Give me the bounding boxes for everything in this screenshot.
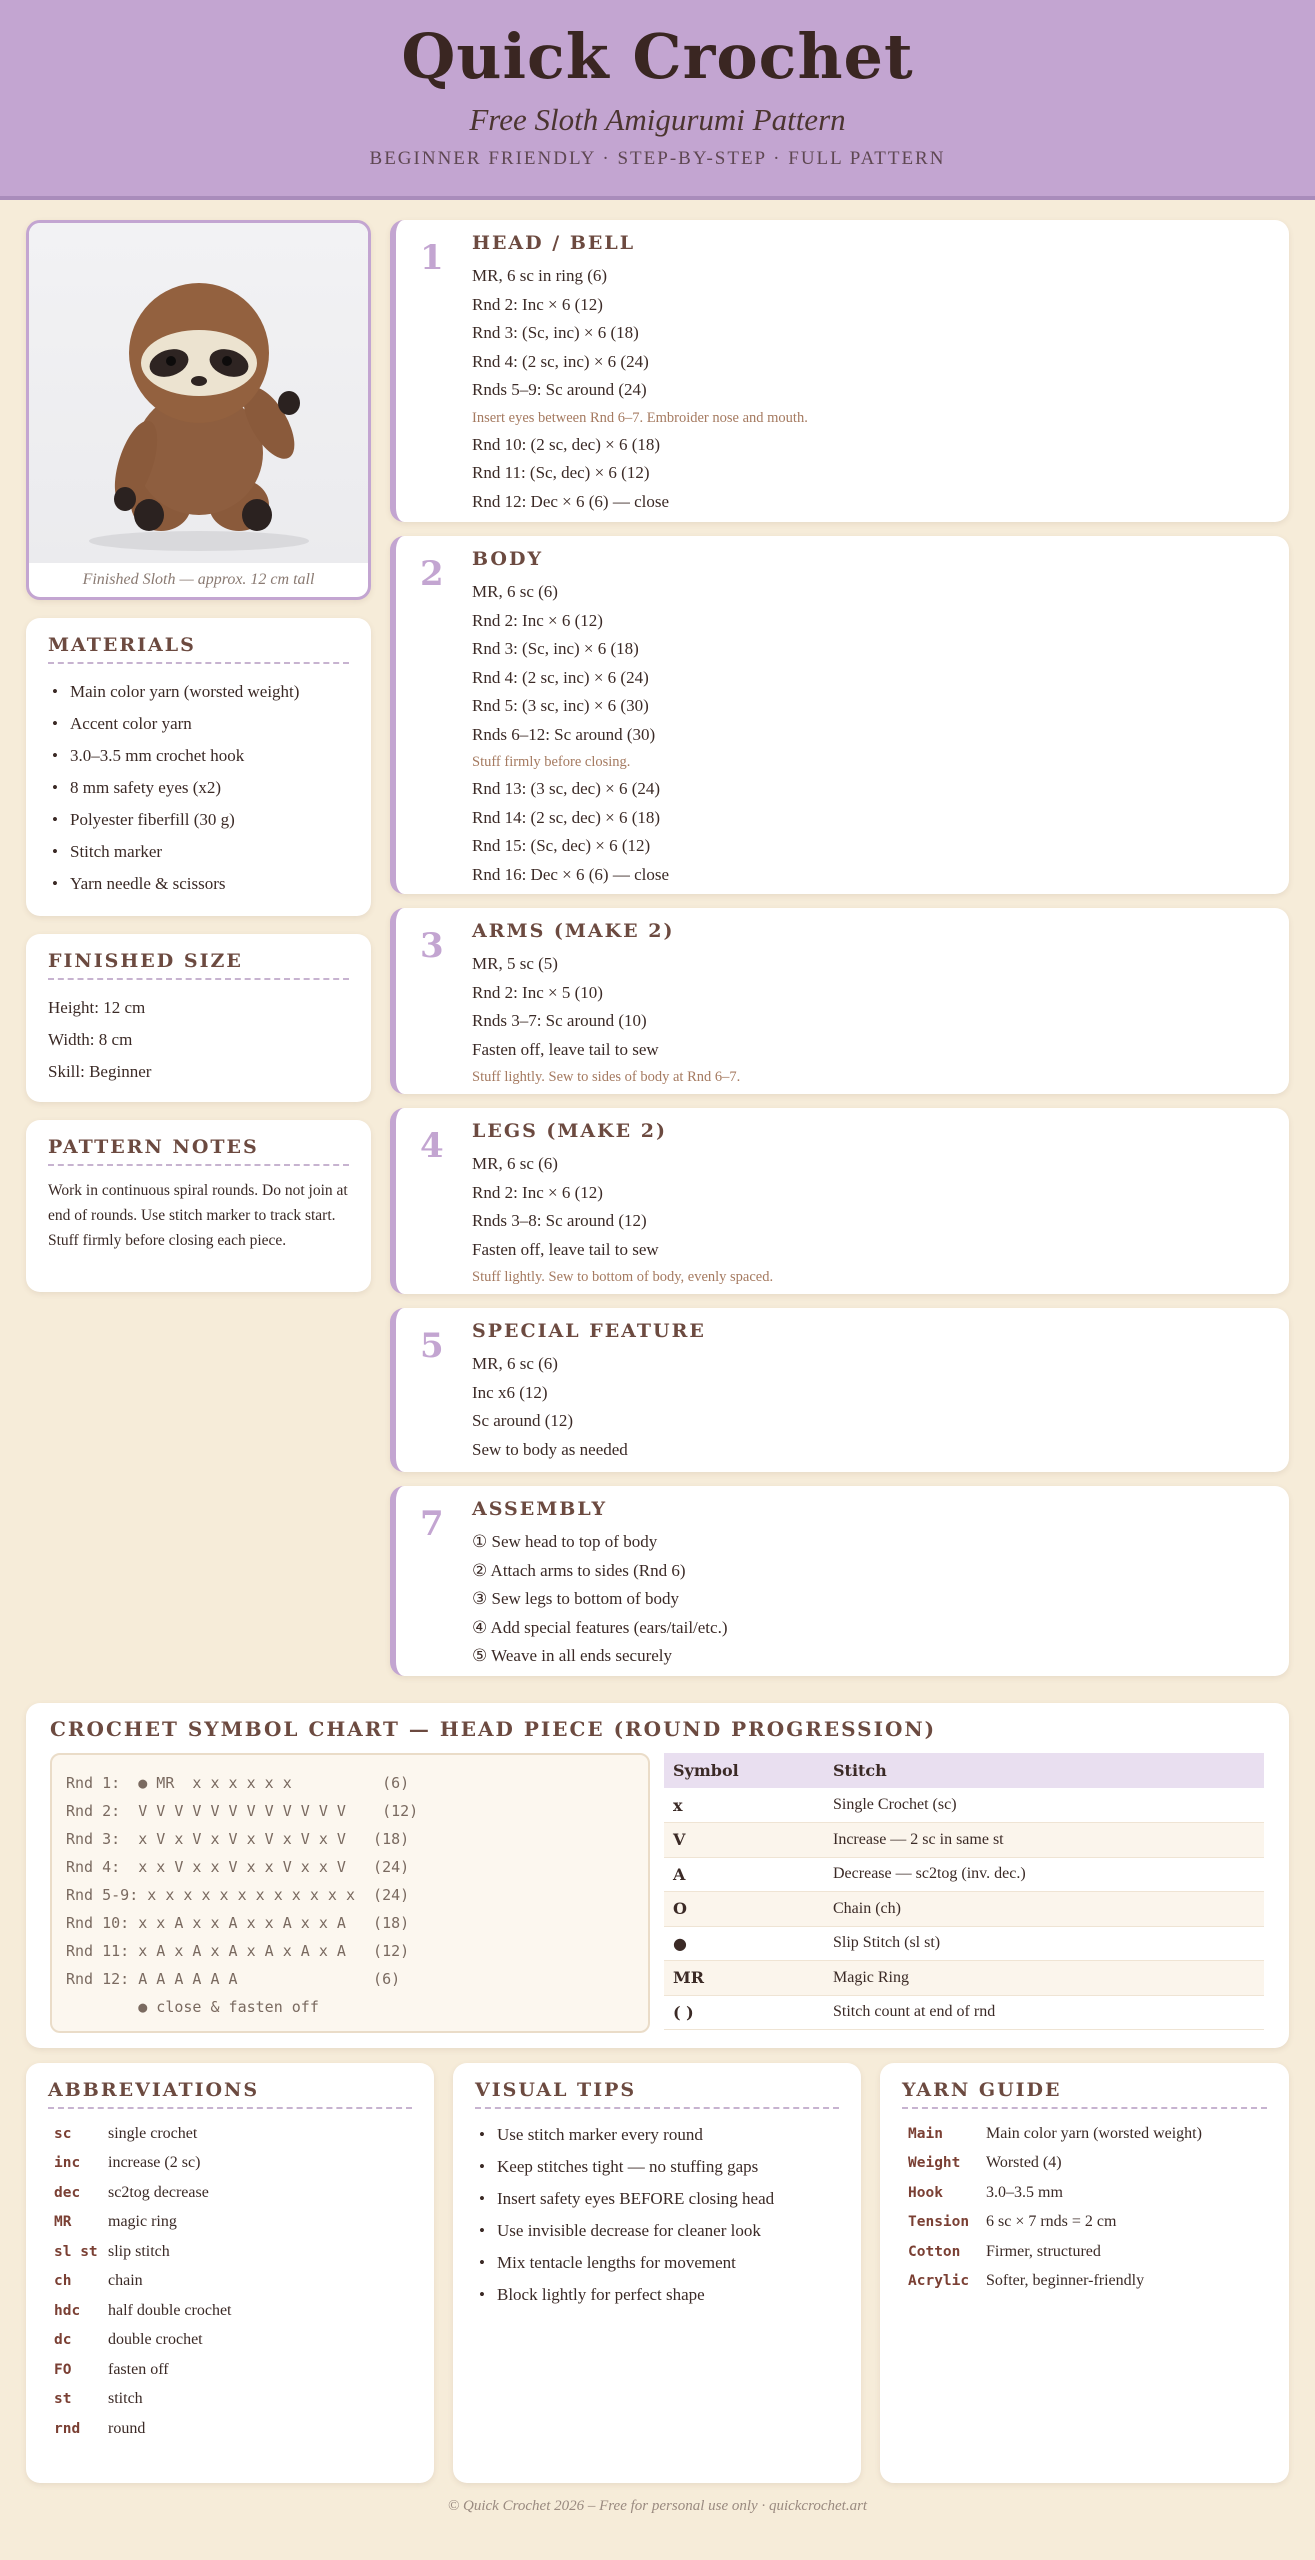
yarn-guide-key: Main (908, 2125, 943, 2142)
sloth-image (29, 223, 368, 563)
abbreviation-value: sc2tog decrease (108, 2183, 209, 2201)
abbreviation-key: FO (54, 2361, 72, 2378)
abbreviation-key: sl st (54, 2243, 98, 2260)
pattern-notes-card (26, 1120, 371, 1292)
step-card-body (390, 536, 1289, 894)
tip-item: • Block lightly for perfect shape (475, 2279, 839, 2311)
materials-title: MATERIALS (48, 634, 349, 664)
header-banner (0, 0, 1315, 200)
tip-item: • Insert safety eyes BEFORE closing head (475, 2183, 839, 2215)
materials-item: • Stitch marker (48, 836, 349, 868)
page-tagline: BEGINNER FRIENDLY · STEP-BY-STEP · FULL PATTERN (369, 148, 946, 169)
step-lines (472, 1350, 1269, 1464)
abbreviation-row (48, 2237, 412, 2267)
tip-item: • Use invisible decrease for cleaner look (475, 2215, 839, 2247)
abbreviations-title: ABBREVIATIONS (48, 2079, 412, 2109)
abbreviation-key: dec (54, 2184, 81, 2201)
yarn-guide-card (880, 2063, 1289, 2483)
abbreviation-row (48, 2296, 412, 2326)
abbreviations-card (26, 2063, 434, 2483)
yarn-guide-key: Tension (908, 2214, 970, 2231)
step-card-special-feature (390, 1308, 1289, 1472)
footer: © Quick Crochet 2026 – Free for personal use only · quickcrochet.art (447, 2498, 868, 2514)
yarn-guide-key: Hook (908, 2184, 943, 2201)
step-line: MR, 6 sc (6) (472, 582, 558, 601)
yarn-guide-value: 6 sc × 7 rnds = 2 cm (986, 2213, 1117, 2231)
abbreviations-list (48, 2119, 412, 2444)
symbol-cell: ( ) (664, 1995, 824, 2030)
abbreviation-key: inc (54, 2155, 81, 2172)
step-note: Insert eyes between Rnd 6–7. Embroider nose and mouth. (472, 409, 808, 426)
abbreviation-value: single crochet (108, 2124, 198, 2142)
yarn-guide-row (902, 2208, 1267, 2238)
step-line: Rnd 4: (2 sc, inc) × 6 (24) (472, 351, 649, 371)
abbreviation-value: stitch (108, 2390, 143, 2408)
yarn-guide-row (902, 2119, 1267, 2149)
abbreviation-value: magic ring (108, 2213, 177, 2231)
symbol-cell: V (664, 1823, 824, 1858)
step-line: MR, 6 sc (6) (472, 1354, 558, 1373)
materials-card (26, 618, 371, 916)
step-line: Rnd 16: Dec × 6 (6) — close (472, 864, 670, 884)
abbreviation-key: rnd (54, 2420, 81, 2437)
symbol-cell: O (664, 1892, 824, 1927)
step-line: Rnd 3: (Sc, inc) × 6 (18) (472, 323, 639, 342)
abbreviation-key: sc (54, 2125, 72, 2142)
sloth-photo (29, 223, 368, 563)
step-line: Rnds 3–8: Sc around (12) (472, 1211, 647, 1230)
abbreviation-key: MR (54, 2214, 72, 2231)
step-line: Rnd 5: (3 sc, inc) × 6 (30) (472, 696, 649, 715)
table-row (664, 1995, 1264, 2030)
step-line: ④ Add special features (ears/tail/etc.) (472, 1617, 728, 1637)
step-lines (472, 950, 1269, 1090)
step-line: ⑤ Weave in all ends securely (472, 1646, 673, 1665)
step-title: LEGS (MAKE 2) (472, 1120, 667, 1142)
table-row (664, 1823, 1264, 1858)
step-lines (472, 262, 1269, 516)
step-lines (472, 1150, 1269, 1290)
yarn-guide-key: Weight (908, 2155, 961, 2172)
step-number: 3 (420, 926, 444, 966)
step-line: Sc around (12) (472, 1411, 574, 1430)
table-header-stitch: Stitch (824, 1753, 1264, 1788)
abbreviation-key: dc (54, 2332, 72, 2349)
page-title: Quick Crochet (401, 20, 914, 93)
visual-tips-list (475, 2119, 839, 2311)
round-line: Rnd 1: ● MR x x x x x x (6) (66, 1774, 410, 1792)
abbreviation-row (48, 2355, 412, 2385)
abbreviation-value: increase (2 sc) (108, 2154, 201, 2172)
page-subtitle: Free Sloth Amigurumi Pattern (469, 102, 846, 137)
stitch-cell: Stitch count at end of rnd (824, 1995, 1264, 2030)
stitch-cell: Magic Ring (824, 1961, 1264, 1996)
step-title: HEAD / BELL (472, 232, 636, 254)
materials-list (48, 676, 349, 900)
stitch-cell: Single Crochet (sc) (824, 1788, 1264, 1823)
symbol-legend-table (664, 1753, 1264, 2030)
yarn-guide-row (902, 2178, 1267, 2208)
step-line: Rnd 15: (Sc, dec) × 6 (12) (472, 836, 651, 855)
abbreviation-row (48, 2119, 412, 2149)
abbreviation-value: double crochet (108, 2331, 203, 2349)
step-card-arms (390, 908, 1289, 1094)
materials-item: • 8 mm safety eyes (x2) (48, 772, 349, 804)
round-line: Rnd 5-9: x x x x x x x x x x x x (24) (66, 1886, 410, 1904)
step-line: Rnd 3: (Sc, inc) × 6 (18) (472, 639, 639, 658)
step-card-head (390, 220, 1289, 522)
photo-caption: Finished Sloth — approx. 12 cm tall (82, 571, 315, 588)
step-line: Sew to body as needed (472, 1439, 628, 1459)
size-width: Width: 8 cm (48, 1030, 133, 1049)
stitch-cell: Increase — 2 sc in same st (824, 1823, 1264, 1858)
table-row (664, 1892, 1264, 1927)
step-note: Stuff lightly. Sew to sides of body at Rnd 6–7. (472, 1069, 741, 1085)
pattern-notes-title: PATTERN NOTES (48, 1136, 349, 1166)
symbol-cell: ● (664, 1926, 824, 1961)
abbreviation-key: hdc (54, 2302, 81, 2319)
round-line: Rnd 10: x x A x x A x x A x x A (18) (66, 1914, 410, 1932)
round-line: Rnd 4: x x V x x V x x V x x V (24) (66, 1858, 410, 1876)
size-height: Height: 12 cm (48, 998, 146, 1017)
materials-item: • 3.0–3.5 mm crochet hook (48, 740, 349, 772)
yarn-guide-row (902, 2237, 1267, 2267)
finished-size-card (26, 934, 371, 1102)
abbreviation-value: half double crochet (108, 2301, 232, 2319)
step-line: Rnds 3–7: Sc around (10) (472, 1011, 647, 1030)
abbreviation-value: round (108, 2419, 146, 2437)
yarn-guide-key: Cotton (908, 2243, 961, 2260)
step-line: MR, 6 sc (6) (472, 1154, 558, 1173)
step-line: MR, 6 sc in ring (6) (472, 266, 608, 285)
materials-item: • Polyester fiberfill (30 g) (48, 804, 349, 836)
abbreviation-row (48, 2385, 412, 2415)
symbol-chart-card (26, 1703, 1289, 2048)
step-line: Rnd 2: Inc × 6 (12) (472, 610, 603, 630)
abbreviation-value: slip stitch (108, 2242, 170, 2260)
stitch-cell: Decrease — sc2tog (inv. dec.) (824, 1857, 1264, 1892)
tip-item: • Keep stitches tight — no stuffing gaps (475, 2151, 839, 2183)
step-card-assembly (390, 1486, 1289, 1676)
step-line: ② Attach arms to sides (Rnd 6) (472, 1560, 686, 1580)
materials-item: • Yarn needle & scissors (48, 868, 349, 900)
abbreviation-row (48, 2267, 412, 2297)
step-line: Rnd 2: Inc × 5 (10) (472, 982, 603, 1002)
round-line: Rnd 3: x V x V x V x V x V x V (18) (66, 1830, 410, 1848)
pattern-notes-text: Work in continuous spiral rounds. Do not join at end of rounds. Use stitch marker to track start. Stuff firmly before closing each piece. (48, 1182, 348, 1249)
step-number: 1 (420, 238, 444, 278)
abbreviation-row (48, 2326, 412, 2356)
yarn-guide-value: Worsted (4) (986, 2154, 1062, 2172)
step-line: ① Sew head to top of body (472, 1532, 658, 1551)
tip-item: • Mix tentacle lengths for movement (475, 2247, 839, 2279)
stitch-cell: Slip Stitch (sl st) (824, 1926, 1264, 1961)
step-title: BODY (472, 548, 544, 570)
materials-item: • Main color yarn (worsted weight) (48, 676, 349, 708)
step-line: Rnd 11: (Sc, dec) × 6 (12) (472, 463, 650, 482)
step-number: 7 (420, 1504, 444, 1544)
step-title: SPECIAL FEATURE (472, 1320, 706, 1342)
step-lines (472, 578, 1269, 889)
materials-item: • Accent color yarn (48, 708, 349, 740)
abbreviation-row (48, 2208, 412, 2238)
step-line: Rnd 14: (2 sc, dec) × 6 (18) (472, 807, 661, 827)
tip-item: • Use stitch marker every round (475, 2119, 839, 2151)
step-number: 2 (420, 554, 444, 594)
table-row (664, 1857, 1264, 1892)
yarn-guide-list (902, 2119, 1267, 2296)
abbreviation-row (48, 2178, 412, 2208)
table-header-symbol: Symbol (664, 1753, 824, 1788)
step-line: Rnd 13: (3 sc, dec) × 6 (24) (472, 779, 661, 798)
size-skill: Skill: Beginner (48, 1062, 152, 1081)
step-note: Stuff lightly. Sew to bottom of body, evenly spaced. (472, 1269, 774, 1285)
step-note: Stuff firmly before closing. (472, 754, 631, 770)
round-line: Rnd 11: x A x A x A x A x A x A (12) (66, 1942, 410, 1960)
yarn-guide-value: Softer, beginner-friendly (986, 2272, 1145, 2290)
table-row (664, 1926, 1264, 1961)
symbol-cell: x (664, 1788, 824, 1823)
table-row (664, 1788, 1264, 1823)
round-line: Rnd 2: V V V V V V V V V V V V (12) (66, 1802, 419, 1820)
step-line: Rnds 5–9: Sc around (24) (472, 380, 647, 399)
yarn-guide-key: Acrylic (908, 2273, 970, 2290)
symbol-cell: A (664, 1857, 824, 1892)
step-line: MR, 5 sc (5) (472, 954, 558, 973)
symbol-cell: MR (664, 1961, 824, 1996)
round-line: ● close & fasten off (66, 1998, 319, 2016)
step-number: 5 (420, 1326, 444, 1366)
yarn-guide-row (902, 2149, 1267, 2179)
abbreviation-key: ch (54, 2273, 72, 2290)
abbreviation-key: st (54, 2391, 72, 2408)
step-card-legs (390, 1108, 1289, 1294)
step-lines (472, 1528, 1269, 1671)
step-line: Inc x6 (12) (472, 1382, 548, 1402)
yarn-guide-value: Firmer, structured (986, 2242, 1101, 2260)
visual-tips-card (453, 2063, 861, 2483)
finished-size-title: FINISHED SIZE (48, 950, 349, 980)
step-line: Rnds 6–12: Sc around (30) (472, 724, 656, 744)
step-line: Rnd 12: Dec × 6 (6) — close (472, 491, 670, 511)
step-title: ASSEMBLY (472, 1498, 608, 1520)
yarn-guide-value: 3.0–3.5 mm (986, 2183, 1063, 2201)
step-line: Rnd 2: Inc × 6 (12) (472, 294, 603, 314)
round-line: Rnd 12: A A A A A A (6) (66, 1970, 401, 1988)
abbreviation-row (48, 2414, 412, 2444)
table-row (664, 1961, 1264, 1996)
yarn-guide-value: Main color yarn (worsted weight) (986, 2124, 1202, 2142)
step-number: 4 (420, 1126, 444, 1166)
step-title: ARMS (MAKE 2) (472, 920, 675, 942)
yarn-guide-row (902, 2267, 1267, 2297)
abbreviation-value: fasten off (108, 2360, 169, 2378)
yarn-guide-title: YARN GUIDE (902, 2079, 1267, 2109)
abbreviation-value: chain (108, 2272, 143, 2290)
step-line: Fasten off, leave tail to sew (472, 1039, 659, 1059)
abbreviation-row (48, 2149, 412, 2179)
round-progression-box (50, 1753, 650, 2033)
symbol-chart-title: CROCHET SYMBOL CHART — HEAD PIECE (ROUND PROGRESSION) (50, 1717, 937, 1741)
stitch-cell: Chain (ch) (824, 1892, 1264, 1927)
step-line: Rnd 2: Inc × 6 (12) (472, 1182, 603, 1202)
step-line: ③ Sew legs to bottom of body (472, 1589, 679, 1608)
visual-tips-title: VISUAL TIPS (475, 2079, 839, 2109)
step-line: Rnd 4: (2 sc, inc) × 6 (24) (472, 667, 649, 687)
step-line: Fasten off, leave tail to sew (472, 1239, 659, 1259)
step-line: Rnd 10: (2 sc, dec) × 6 (18) (472, 434, 661, 454)
photo-card (26, 220, 371, 600)
